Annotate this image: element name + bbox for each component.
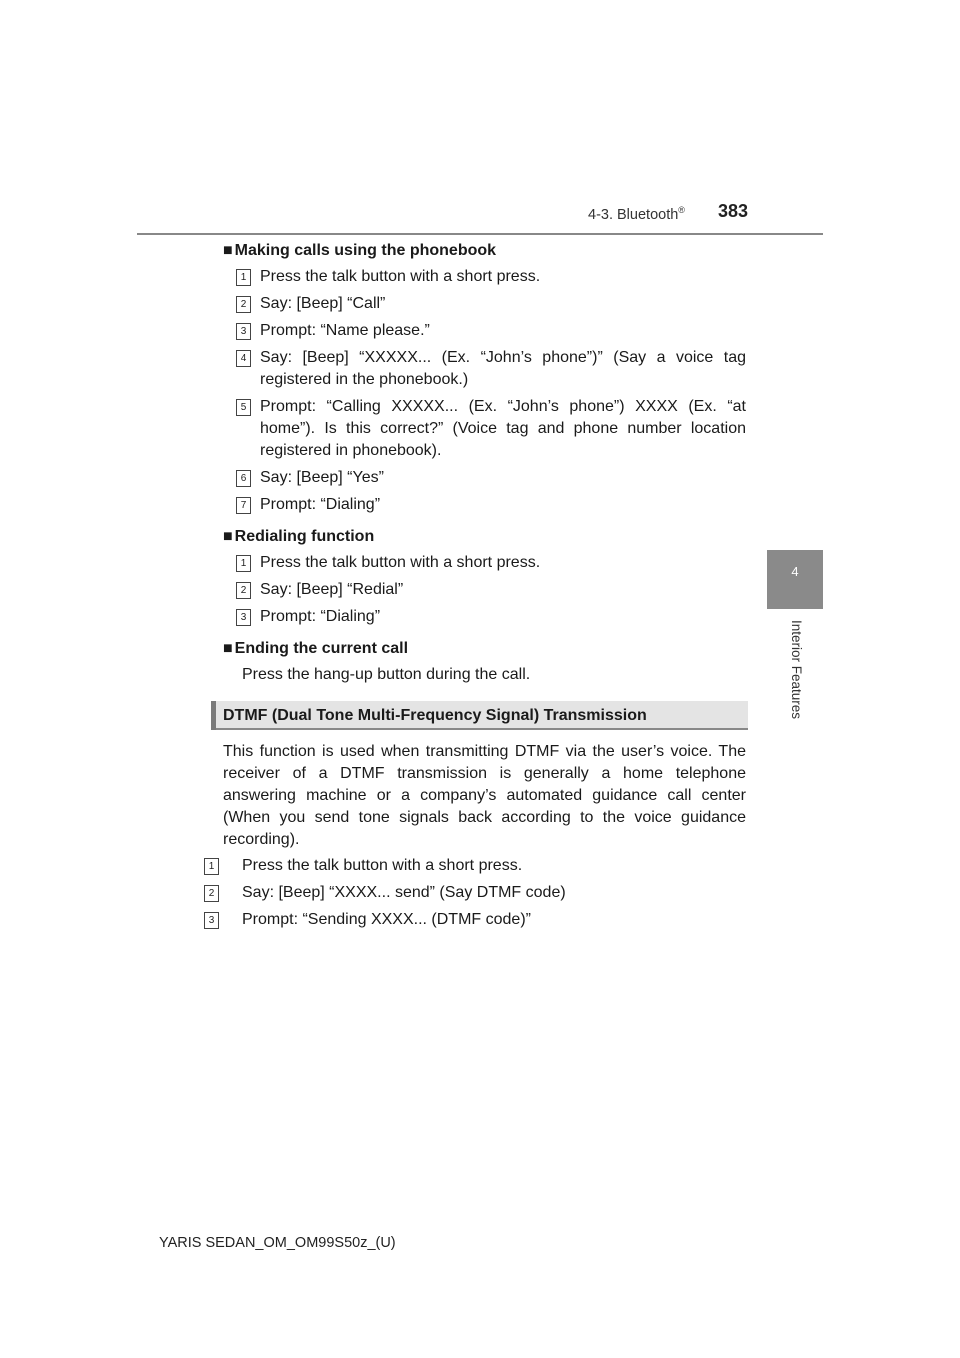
step-number-badge: 3 [236, 609, 251, 626]
square-bullet-icon: ■ [223, 528, 233, 545]
step-number-badge: 5 [236, 399, 251, 416]
step-text: Say: [Beep] “XXXXX... (Ex. “John’s phone”)” (Say a voice tag registered in the phonebook.) [260, 349, 746, 388]
step-item [223, 293, 746, 315]
step-number-badge: 3 [236, 323, 251, 340]
step-text: Say: [Beep] “XXXX... send” (Say DTMF code) [242, 884, 566, 901]
step-number-badge: 2 [236, 582, 251, 599]
step-item [223, 396, 746, 462]
chapter-tab-number: 4 [791, 564, 799, 579]
step-text: Prompt: “Calling XXXXX... (Ex. “John’s phone”) XXXX (Ex. “at home”). Is this correct?” (Voice tag and phone number location registered in phonebook). [260, 398, 746, 459]
step-item [223, 347, 746, 391]
dtmf-description: This function is used when transmitting DTMF via the user’s voice. The receiver of a DTMF transmission is generally a home telephone answering machine or a company’s automated guidance call center (When you send tone signals back according to the voice guidance recording). [223, 743, 746, 848]
chapter-tab [767, 550, 823, 609]
step-item [223, 467, 746, 489]
step-item [204, 909, 746, 931]
step-item [223, 552, 746, 574]
step-text: Press the talk button with a short press. [260, 268, 541, 285]
step-number-badge: 2 [204, 885, 219, 902]
dtmf-steps [204, 855, 746, 931]
step-text: Prompt: “Name please.” [260, 322, 430, 339]
step-text: Press the talk button with a short press. [260, 554, 541, 571]
step-number-badge: 4 [236, 350, 251, 367]
section-title: Redialing function [234, 528, 375, 545]
step-text: Prompt: “Sending XXXX... (DTMF code)” [242, 911, 531, 928]
step-item [204, 855, 746, 877]
step-number-badge: 3 [204, 912, 219, 929]
section-body-text: Press the hang-up button during the call. [242, 666, 531, 683]
section-title: Making calls using the phonebook [234, 242, 497, 259]
step-number-badge: 1 [204, 858, 219, 875]
header-section-title [588, 205, 685, 223]
step-number-badge: 1 [236, 555, 251, 572]
square-bullet-icon: ■ [223, 242, 233, 259]
step-number-badge: 1 [236, 269, 251, 286]
step-text: Say: [Beep] “Call” [260, 295, 386, 312]
section-heading-ending-call [223, 638, 746, 660]
step-text: Prompt: “Dialing” [260, 608, 381, 625]
step-item [223, 494, 746, 516]
section-title: Ending the current call [234, 640, 409, 657]
step-text: Press the talk button with a short press. [242, 857, 523, 874]
section-heading-redialing [223, 526, 746, 548]
footer-document-code: YARIS SEDAN_OM_OM99S50z_(U) [159, 1235, 396, 1251]
dtmf-heading-bar: DTMF (Dual Tone Multi-Frequency Signal) Transmission [211, 701, 748, 730]
step-item [204, 882, 746, 904]
step-number-badge: 6 [236, 470, 251, 487]
step-item [223, 579, 746, 601]
chapter-tab-label: Interior Features [789, 620, 804, 720]
header-divider [137, 233, 823, 235]
step-item [223, 266, 746, 288]
step-text: Say: [Beep] “Yes” [260, 469, 384, 486]
page-number: 383 [718, 201, 749, 221]
step-number-badge: 2 [236, 296, 251, 313]
step-text: Say: [Beep] “Redial” [260, 581, 404, 598]
step-item [223, 606, 746, 628]
step-item [223, 320, 746, 342]
page-content [208, 240, 746, 931]
header-section-text: 4-3. Bluetooth [588, 207, 679, 223]
step-number-badge: 7 [236, 497, 251, 514]
step-text: Prompt: “Dialing” [260, 496, 381, 513]
square-bullet-icon: ■ [223, 640, 233, 657]
registered-mark: ® [678, 205, 685, 215]
section-heading-phonebook [223, 240, 746, 262]
